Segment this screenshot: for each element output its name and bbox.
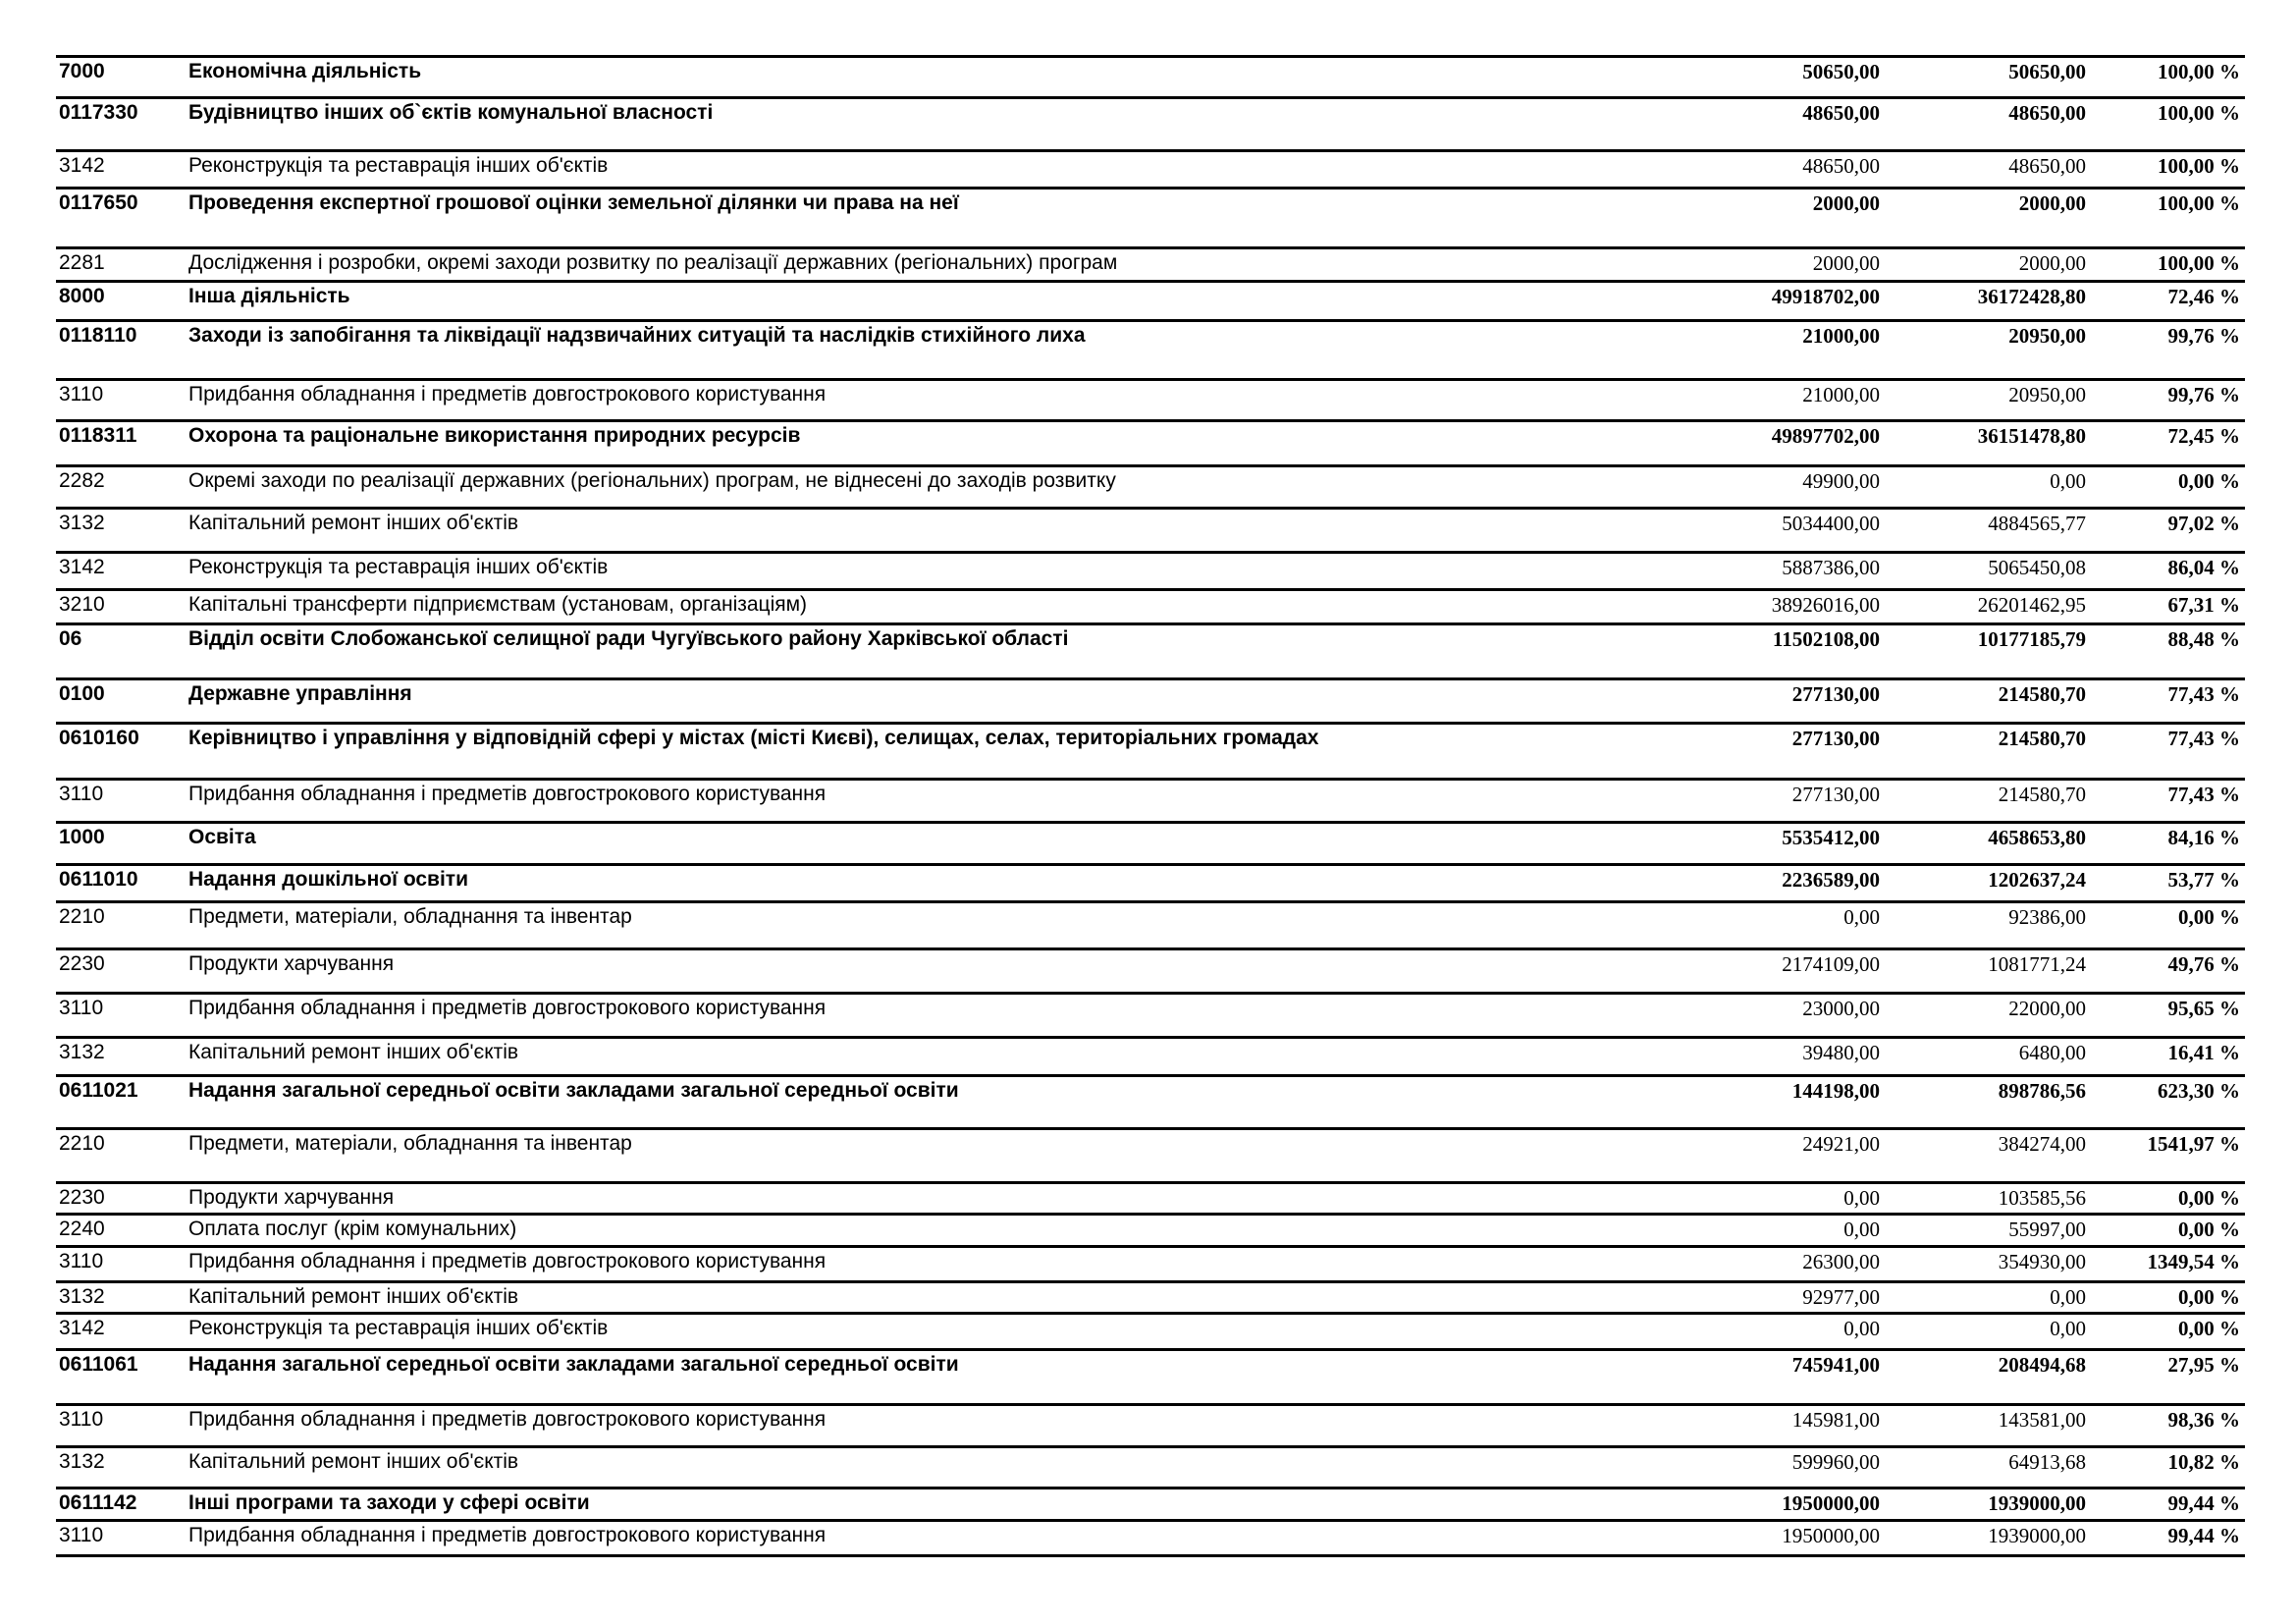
- kekv-code: 3132: [59, 512, 105, 534]
- table-row: [56, 588, 2245, 623]
- actual-amount: 384274,00: [1998, 1132, 2086, 1156]
- planned-amount: 2174109,00: [1782, 952, 1880, 976]
- planned-amount: 21000,00: [1802, 383, 1880, 406]
- planned-amount: 277130,00: [1791, 682, 1880, 706]
- execution-percent: 77,43 %: [2167, 682, 2240, 706]
- planned-amount: 49900,00: [1802, 469, 1880, 493]
- kekv-code: 3110: [59, 1250, 104, 1272]
- item-name: Будівництво інших об`єктів комунальної власності: [188, 101, 714, 124]
- kekv-code: 3142: [59, 556, 105, 578]
- table-row: [56, 378, 2245, 419]
- kekv-code: 3110: [59, 997, 104, 1019]
- kekv-code: 0610160: [59, 727, 139, 749]
- actual-amount: 55997,00: [2008, 1218, 2086, 1241]
- kekv-code: 0611010: [59, 868, 138, 891]
- table-row-group: [56, 1487, 2245, 1519]
- execution-percent: 77,43 %: [2167, 783, 2240, 806]
- table-row-group: [56, 96, 2245, 149]
- item-name: Капітальні трансферти підприємствам (установам, організаціям): [188, 593, 808, 616]
- planned-amount: 26300,00: [1802, 1250, 1880, 1273]
- kekv-code: 0117330: [59, 101, 138, 124]
- item-name: Окремі заходи по реалізації державних (регіональних) програм, не віднесені до заходів розвитку: [188, 469, 1116, 492]
- planned-amount: 1950000,00: [1782, 1524, 1880, 1547]
- item-name: Інші програми та заходи у сфері освіти: [188, 1491, 590, 1514]
- execution-percent: 0,00 %: [2178, 905, 2240, 929]
- kekv-code: 3110: [59, 783, 104, 805]
- table-row: [56, 1127, 2245, 1181]
- table-row-group: [56, 55, 2245, 96]
- item-name: Дослідження і розробки, окремі заходи розвитку по реалізації державних (регіональних) програм: [188, 251, 1118, 274]
- planned-amount: 2000,00: [1812, 191, 1880, 215]
- item-name: Придбання обладнання і предметів довгострокового користування: [188, 1524, 827, 1546]
- planned-amount: 2236589,00: [1782, 868, 1880, 892]
- table-row-group: [56, 821, 2245, 863]
- planned-amount: 0,00: [1843, 905, 1880, 929]
- table-row: [56, 1445, 2245, 1487]
- table-row: [56, 1036, 2245, 1074]
- planned-amount: 145981,00: [1791, 1408, 1880, 1432]
- table-row: [56, 1181, 2245, 1213]
- item-name: Предмети, матеріали, обладнання та інвентар: [188, 1132, 632, 1155]
- item-name: Надання загальної середньої освіти закладами загальної середньої освіти: [188, 1353, 959, 1376]
- item-name: Освіта: [188, 826, 256, 848]
- planned-amount: 5887386,00: [1782, 556, 1880, 579]
- execution-percent: 72,46 %: [2167, 285, 2240, 308]
- table-row-group: [56, 187, 2245, 246]
- item-name: Реконструкція та реставрація інших об'єктів: [188, 154, 609, 177]
- kekv-code: 3132: [59, 1450, 105, 1473]
- actual-amount: 92386,00: [2008, 905, 2086, 929]
- planned-amount: 49897702,00: [1771, 424, 1880, 448]
- table-row: [56, 246, 2245, 280]
- kekv-code: 3110: [59, 383, 104, 406]
- item-name: Державне управління: [188, 682, 412, 705]
- item-name: Капітальний ремонт інших об'єктів: [188, 512, 519, 534]
- kekv-code: 1000: [59, 826, 105, 848]
- execution-percent: 0,00 %: [2178, 1285, 2240, 1309]
- planned-amount: 11502108,00: [1772, 627, 1880, 651]
- planned-amount: 23000,00: [1802, 997, 1880, 1020]
- execution-percent: 97,02 %: [2167, 512, 2240, 535]
- planned-amount: 49918702,00: [1771, 285, 1880, 308]
- actual-amount: 26201462,95: [1977, 593, 2086, 617]
- execution-percent: 72,45 %: [2167, 424, 2240, 448]
- execution-percent: 0,00 %: [2178, 469, 2240, 493]
- table-row: [56, 1519, 2245, 1557]
- actual-amount: 1939000,00: [1988, 1491, 2086, 1515]
- table-row: [56, 778, 2245, 821]
- kekv-code: 3142: [59, 1317, 105, 1339]
- kekv-code: 0118311: [59, 424, 137, 447]
- kekv-code: 2210: [59, 905, 105, 928]
- planned-amount: 1950000,00: [1782, 1491, 1880, 1515]
- actual-amount: 36151478,80: [1977, 424, 2086, 448]
- kekv-code: 0611142: [59, 1491, 137, 1514]
- planned-amount: 599960,00: [1791, 1450, 1880, 1474]
- actual-amount: 48650,00: [2008, 101, 2086, 125]
- table-row-group: [56, 1348, 2245, 1403]
- item-name: Реконструкція та реставрація інших об'єктів: [188, 1317, 609, 1339]
- kekv-code: 3132: [59, 1285, 105, 1308]
- execution-percent: 86,04 %: [2167, 556, 2240, 579]
- execution-percent: 99,44 %: [2167, 1524, 2240, 1547]
- planned-amount: 745941,00: [1791, 1353, 1880, 1377]
- kekv-code: 2230: [59, 1186, 105, 1209]
- execution-percent: 1349,54 %: [2147, 1250, 2240, 1273]
- execution-percent: 98,36 %: [2167, 1408, 2240, 1432]
- item-name: Капітальний ремонт інших об'єктів: [188, 1285, 519, 1308]
- planned-amount: 39480,00: [1802, 1041, 1880, 1064]
- actual-amount: 1081771,24: [1988, 952, 2086, 976]
- actual-amount: 4884565,77: [1988, 512, 2086, 535]
- item-name: Керівництво і управління у відповідній сфері у містах (місті Києві), селищах, селах, територіальних громадах: [188, 727, 1319, 749]
- table-row: [56, 1312, 2245, 1348]
- table-row: [56, 1403, 2245, 1445]
- actual-amount: 20950,00: [2008, 324, 2086, 348]
- item-name: Заходи із запобігання та ліквідації надзвичайних ситуацій та наслідків стихійного лиха: [188, 324, 1086, 347]
- table-row: [56, 1245, 2245, 1280]
- item-name: Проведення експертної грошової оцінки земельної ділянки чи права на неї: [188, 191, 959, 214]
- item-name: Надання загальної середньої освіти закладами загальної середньої освіти: [188, 1079, 959, 1102]
- table-row-group: [56, 623, 2245, 677]
- table-row: [56, 992, 2245, 1036]
- execution-percent: 16,41 %: [2167, 1041, 2240, 1064]
- execution-percent: 623,30 %: [2158, 1079, 2240, 1103]
- execution-percent: 100,00 %: [2158, 251, 2240, 275]
- item-name: Предмети, матеріали, обладнання та інвентар: [188, 905, 632, 928]
- actual-amount: 214580,70: [1998, 682, 2086, 706]
- planned-amount: 0,00: [1843, 1218, 1880, 1241]
- execution-percent: 100,00 %: [2158, 60, 2240, 83]
- kekv-code: 3110: [59, 1524, 104, 1546]
- kekv-code: 2210: [59, 1132, 105, 1155]
- execution-percent: 0,00 %: [2178, 1186, 2240, 1210]
- kekv-code: 2281: [59, 251, 105, 274]
- table-row-group: [56, 863, 2245, 900]
- execution-percent: 100,00 %: [2158, 191, 2240, 215]
- planned-amount: 277130,00: [1791, 783, 1880, 806]
- planned-amount: 0,00: [1843, 1186, 1880, 1210]
- item-name: Придбання обладнання і предметів довгострокового користування: [188, 1250, 827, 1272]
- actual-amount: 50650,00: [2008, 60, 2086, 83]
- kekv-code: 0118110: [59, 324, 137, 347]
- actual-amount: 208494,68: [1998, 1353, 2086, 1377]
- kekv-code: 2230: [59, 952, 105, 975]
- execution-percent: 95,65 %: [2167, 997, 2240, 1020]
- planned-amount: 48650,00: [1802, 154, 1880, 178]
- execution-percent: 0,00 %: [2178, 1317, 2240, 1340]
- planned-amount: 144198,00: [1791, 1079, 1880, 1103]
- item-name: Продукти харчування: [188, 1186, 395, 1209]
- table-row: [56, 1213, 2245, 1245]
- planned-amount: 5034400,00: [1782, 512, 1880, 535]
- execution-percent: 27,95 %: [2167, 1353, 2240, 1377]
- kekv-code: 2240: [59, 1218, 105, 1240]
- table-row-group: [56, 419, 2245, 464]
- kekv-code: 3110: [59, 1408, 104, 1431]
- table-row: [56, 507, 2245, 551]
- table-row: [56, 1280, 2245, 1312]
- item-name: Придбання обладнання і предметів довгострокового користування: [188, 997, 827, 1019]
- kekv-code: 06: [59, 627, 82, 650]
- table-row: [56, 551, 2245, 588]
- item-name: Придбання обладнання і предметів довгострокового користування: [188, 1408, 827, 1431]
- actual-amount: 354930,00: [1998, 1250, 2086, 1273]
- kekv-code: 7000: [59, 60, 105, 82]
- item-name: Відділ освіти Слобожанської селищної ради Чугуївського району Харківської області: [188, 627, 1069, 650]
- execution-percent: 84,16 %: [2167, 826, 2240, 849]
- item-name: Продукти харчування: [188, 952, 395, 975]
- execution-percent: 99,76 %: [2167, 383, 2240, 406]
- actual-amount: 0,00: [2050, 1317, 2086, 1340]
- actual-amount: 2000,00: [2018, 251, 2086, 275]
- table-row: [56, 900, 2245, 947]
- table-row-group: [56, 722, 2245, 778]
- actual-amount: 103585,56: [1998, 1186, 2086, 1210]
- kekv-code: 3132: [59, 1041, 105, 1063]
- planned-amount: 50650,00: [1802, 60, 1880, 83]
- actual-amount: 20950,00: [2008, 383, 2086, 406]
- execution-percent: 88,48 %: [2167, 627, 2240, 651]
- kekv-code: 3142: [59, 154, 105, 177]
- table-row-group: [56, 1074, 2245, 1127]
- item-name: Капітальний ремонт інших об'єктів: [188, 1450, 519, 1473]
- execution-percent: 100,00 %: [2158, 154, 2240, 178]
- item-name: Придбання обладнання і предметів довгострокового користування: [188, 383, 827, 406]
- item-name: Економічна діяльність: [188, 60, 422, 82]
- table-row: [56, 464, 2245, 507]
- actual-amount: 64913,68: [2008, 1450, 2086, 1474]
- table-row: [56, 149, 2245, 187]
- planned-amount: 277130,00: [1791, 727, 1880, 750]
- table-row-group: [56, 280, 2245, 319]
- kekv-code: 0117650: [59, 191, 138, 214]
- item-name: Охорона та раціональне використання природних ресурсів: [188, 424, 801, 447]
- planned-amount: 2000,00: [1812, 251, 1880, 275]
- item-name: Придбання обладнання і предметів довгострокового користування: [188, 783, 827, 805]
- actual-amount: 0,00: [2050, 1285, 2086, 1309]
- execution-percent: 0,00 %: [2178, 1218, 2240, 1241]
- planned-amount: 38926016,00: [1771, 593, 1880, 617]
- item-name: Капітальний ремонт інших об'єктів: [188, 1041, 519, 1063]
- item-name: Оплата послуг (крім комунальних): [188, 1218, 517, 1240]
- planned-amount: 92977,00: [1802, 1285, 1880, 1309]
- actual-amount: 48650,00: [2008, 154, 2086, 178]
- actual-amount: 214580,70: [1998, 783, 2086, 806]
- actual-amount: 6480,00: [2018, 1041, 2086, 1064]
- table-row-group: [56, 677, 2245, 722]
- execution-percent: 99,44 %: [2167, 1491, 2240, 1515]
- execution-percent: 49,76 %: [2167, 952, 2240, 976]
- table-row: [56, 947, 2245, 992]
- execution-percent: 77,43 %: [2167, 727, 2240, 750]
- kekv-code: 8000: [59, 285, 105, 307]
- actual-amount: 214580,70: [1998, 727, 2086, 750]
- kekv-code: 3210: [59, 593, 105, 616]
- item-name: Інша діяльність: [188, 285, 350, 307]
- budget-table: [56, 55, 2245, 1557]
- execution-percent: 67,31 %: [2167, 593, 2240, 617]
- planned-amount: 0,00: [1843, 1317, 1880, 1340]
- actual-amount: 10177185,79: [1977, 627, 2086, 651]
- actual-amount: 36172428,80: [1977, 285, 2086, 308]
- planned-amount: 48650,00: [1802, 101, 1880, 125]
- actual-amount: 1939000,00: [1988, 1524, 2086, 1547]
- execution-percent: 10,82 %: [2167, 1450, 2240, 1474]
- actual-amount: 898786,56: [1998, 1079, 2086, 1103]
- actual-amount: 5065450,08: [1988, 556, 2086, 579]
- execution-percent: 100,00 %: [2158, 101, 2240, 125]
- actual-amount: 1202637,24: [1988, 868, 2086, 892]
- item-name: Надання дошкільної освіти: [188, 868, 468, 891]
- kekv-code: 0611061: [59, 1353, 138, 1376]
- actual-amount: 143581,00: [1998, 1408, 2086, 1432]
- execution-percent: 99,76 %: [2167, 324, 2240, 348]
- actual-amount: 2000,00: [2018, 191, 2086, 215]
- planned-amount: 24921,00: [1802, 1132, 1880, 1156]
- kekv-code: 0100: [59, 682, 105, 705]
- item-name: Реконструкція та реставрація інших об'єктів: [188, 556, 609, 578]
- execution-percent: 53,77 %: [2167, 868, 2240, 892]
- actual-amount: 22000,00: [2008, 997, 2086, 1020]
- table-row-group: [56, 319, 2245, 378]
- planned-amount: 5535412,00: [1782, 826, 1880, 849]
- actual-amount: 4658653,80: [1988, 826, 2086, 849]
- kekv-code: 0611021: [59, 1079, 138, 1102]
- actual-amount: 0,00: [2050, 469, 2086, 493]
- execution-percent: 1541,97 %: [2147, 1132, 2240, 1156]
- kekv-code: 2282: [59, 469, 105, 492]
- planned-amount: 21000,00: [1802, 324, 1880, 348]
